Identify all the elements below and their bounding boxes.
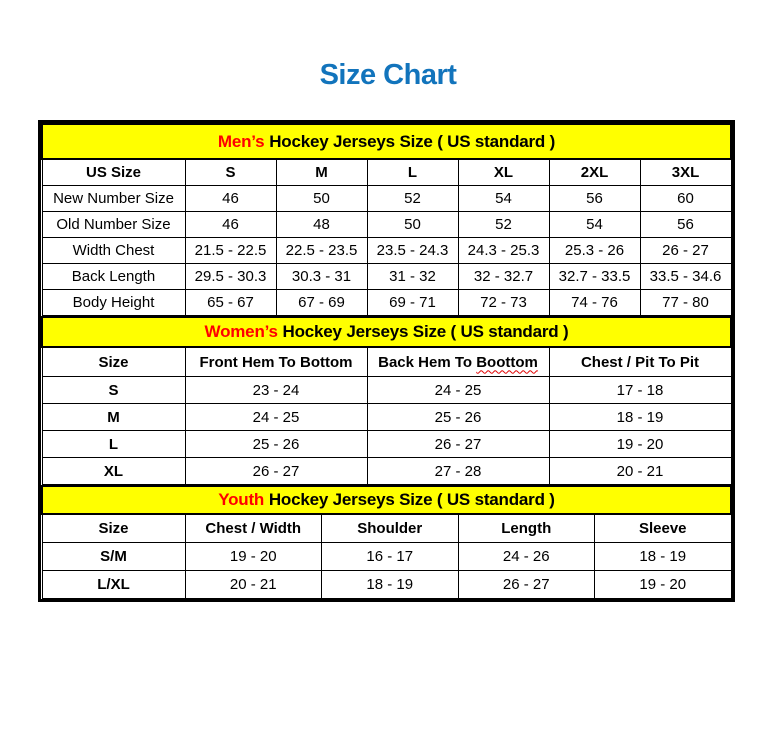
table-row [42,571,731,599]
youth-section-header-row [42,486,731,514]
cell: 65 - 67 [185,290,276,316]
cell: 20 - 21 [185,571,322,599]
misspelled-word-spellcheck-underline: Boottom [476,353,538,371]
mens-section-title [42,124,731,159]
column-header-text: Back Hem To [378,353,473,371]
cell: 25.3 - 26 [549,238,640,264]
row-label: Width Chest [42,238,185,264]
cell: 54 [549,212,640,238]
table-row [42,264,731,290]
cell: 17 - 18 [549,377,731,404]
cell: 21.5 - 22.5 [185,238,276,264]
cell: 60 [640,186,731,212]
cell: 20 - 21 [549,458,731,485]
row-label: S [42,377,185,404]
table-row [42,404,731,431]
size-chart-table-group [38,120,735,602]
cell: 29.5 - 30.3 [185,264,276,290]
cell: 46 [185,212,276,238]
cell: 69 - 71 [367,290,458,316]
column-header: Chest / Width [185,514,322,543]
table-row [42,238,731,264]
cell: 19 - 20 [185,543,322,571]
youth-section-title-rest: Hockey Jerseys Size ( US standard ) [268,490,555,509]
cell: 52 [367,186,458,212]
mens-section-header-row [42,124,731,159]
cell: 74 - 76 [549,290,640,316]
row-label: Back Length [42,264,185,290]
cell: 52 [458,212,549,238]
column-header: Size [42,514,185,543]
cell: 27 - 28 [367,458,549,485]
mens-section-title-rest: Hockey Jerseys Size ( US standard ) [269,131,556,151]
table-row [42,186,731,212]
cell: 50 [367,212,458,238]
row-label: Body Height [42,290,185,316]
table-row [42,212,731,238]
column-header: US Size [42,159,185,186]
cell: 23 - 24 [185,377,367,404]
column-header: Size [42,347,185,377]
cell: 48 [276,212,367,238]
mens-size-table [41,123,732,316]
cell: 54 [458,186,549,212]
mens-column-header-row [42,159,731,186]
cell: 32 - 32.7 [458,264,549,290]
column-header: 3XL [640,159,731,186]
column-header: M [276,159,367,186]
youth-size-table [41,485,732,599]
cell: 18 - 19 [549,404,731,431]
column-header-with-spellcheck [367,347,549,377]
column-header: L [367,159,458,186]
cell: 26 - 27 [640,238,731,264]
cell: 23.5 - 24.3 [367,238,458,264]
row-label: New Number Size [42,186,185,212]
page-title: Size Chart [319,59,457,91]
table-row [42,290,731,316]
cell: 46 [185,186,276,212]
cell: 19 - 20 [549,431,731,458]
cell: 22.5 - 23.5 [276,238,367,264]
youth-section-title [42,486,731,514]
cell: 19 - 20 [595,571,732,599]
womens-section-header-row [42,317,731,347]
cell: 56 [640,212,731,238]
womens-section-title-rest: Hockey Jerseys Size ( US standard ) [282,322,569,341]
cell: 16 - 17 [322,543,459,571]
cell: 72 - 73 [458,290,549,316]
cell: 50 [276,186,367,212]
cell: 67 - 69 [276,290,367,316]
womens-size-table [41,316,732,485]
table-row [42,377,731,404]
youth-section-title-highlight: Youth [218,490,265,509]
table-row [42,543,731,571]
cell: 32.7 - 33.5 [549,264,640,290]
column-header: Sleeve [595,514,732,543]
column-header: Shoulder [322,514,459,543]
cell: 24 - 26 [458,543,595,571]
cell: 18 - 19 [595,543,732,571]
table-row [42,458,731,485]
row-label: M [42,404,185,431]
cell: 26 - 27 [185,458,367,485]
row-label: S/M [42,543,185,571]
cell: 24.3 - 25.3 [458,238,549,264]
column-header: Front Hem To Bottom [185,347,367,377]
row-label: L/XL [42,571,185,599]
row-label: XL [42,458,185,485]
womens-column-header-row [42,347,731,377]
cell: 25 - 26 [367,404,549,431]
cell: 24 - 25 [185,404,367,431]
column-header: S [185,159,276,186]
womens-section-title [42,317,731,347]
cell: 26 - 27 [458,571,595,599]
cell: 18 - 19 [322,571,459,599]
column-header: Length [458,514,595,543]
table-row [42,431,731,458]
cell: 77 - 80 [640,290,731,316]
cell: 33.5 - 34.6 [640,264,731,290]
cell: 25 - 26 [185,431,367,458]
cell: 24 - 25 [367,377,549,404]
cell: 56 [549,186,640,212]
cell: 30.3 - 31 [276,264,367,290]
cell: 31 - 32 [367,264,458,290]
column-header: 2XL [549,159,640,186]
cell: 26 - 27 [367,431,549,458]
column-header: XL [458,159,549,186]
youth-column-header-row [42,514,731,543]
row-label: L [42,431,185,458]
mens-section-title-highlight: Men’s [217,131,265,151]
row-label: Old Number Size [42,212,185,238]
column-header: Chest / Pit To Pit [549,347,731,377]
womens-section-title-highlight: Women’s [204,322,278,341]
